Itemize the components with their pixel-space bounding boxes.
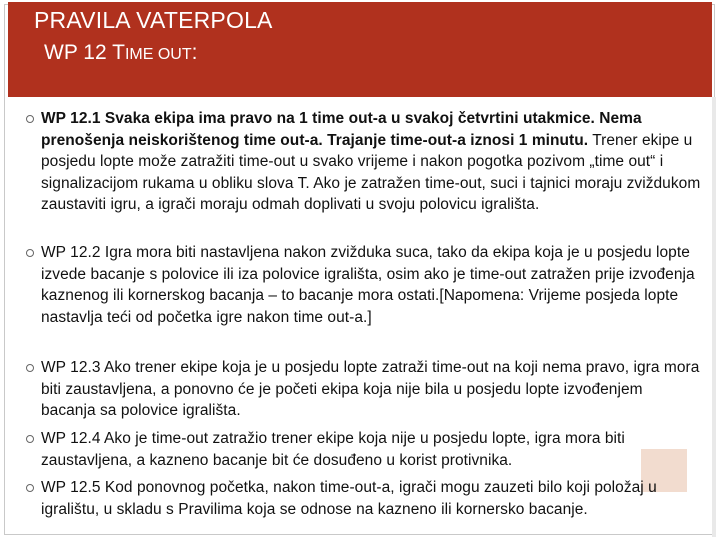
list-item-text bbox=[41, 108, 701, 216]
bullet-icon bbox=[26, 435, 34, 443]
decorative-side-strip bbox=[712, 97, 716, 537]
list-item-bold-text: WP 12.1 Svaka ekipa ima pravo na 1 time out-a u svakoj četvrtini utakmice. Nema prenošenja neiskorištenog time out-a. Trajanje time-out-a iznosi 1 minutu. bbox=[41, 110, 642, 149]
list-item-text bbox=[41, 428, 701, 471]
slide-subtitle bbox=[44, 41, 197, 65]
slide-title: PRAVILA VATERPOLA bbox=[34, 7, 273, 33]
list-item-normal-text: WP 12.4 Ako je time-out zatražio trener ekipe koja nije u posjedu lopte, igra mora biti zaustavljena, a kazneno bacanje bit će dosuđeno u korist protivnika. bbox=[41, 430, 625, 469]
bullet-icon bbox=[26, 484, 34, 492]
list-item-normal-text: WP 12.2 Igra mora biti nastavljena nakon zvižduka suca, tako da ekipa koja je u posjedu lopte izvede bacanje s polovice ili iza polovice igrališta, osim ako je time-out zatražen prije izvođenja kaznenog ili kornerskog bacanja – to bacanje mora ostati.[Napomena: Vrijeme posjeda lopte nastavlja teći od početka igre nakon time out-a.] bbox=[41, 244, 695, 326]
subtitle-smallcaps: IME OUT bbox=[124, 46, 192, 63]
list-item-normal-text: WP 12.3 Ako trener ekipe koja je u posjedu lopte zatraži time-out na koji nema pravo, igra mora biti zaustavljena, a ponovno će je početi ekipa koja nije bila u posjedu lopte izvođenjem bacanja sa polovice igrališta. bbox=[41, 359, 700, 419]
subtitle-suffix: : bbox=[191, 41, 198, 64]
list-item-normal-text: Trener ekipe u posjedu lopte može zatražiti time-out u svako vrijeme i nakon pogotka pozivom „time out“ i signalizacijom rukama u obliku slova T. Ako je zatražen time-out, suci i tajnici moraju zviždukom zaustaviti igru, a igrači moraju odmah doplivati u svoju polovicu igrališta. bbox=[41, 131, 701, 213]
list-item-text bbox=[41, 357, 701, 422]
list-item-normal-text: WP 12.5 Kod ponovnog početka, nakon time-out-a, igrači mogu zauzeti bilo koji položaj u igralištu, u skladu s Pravilima koja se odnose na kazneno ili kornersko bacanje. bbox=[41, 479, 657, 518]
bullet-icon bbox=[26, 364, 34, 372]
list-item-text bbox=[41, 477, 701, 520]
bullet-icon bbox=[26, 115, 34, 123]
subtitle-prefix: WP 12 T bbox=[44, 41, 125, 64]
bullet-icon bbox=[26, 249, 34, 257]
title-banner bbox=[8, 2, 712, 97]
list-item-text bbox=[41, 242, 701, 328]
